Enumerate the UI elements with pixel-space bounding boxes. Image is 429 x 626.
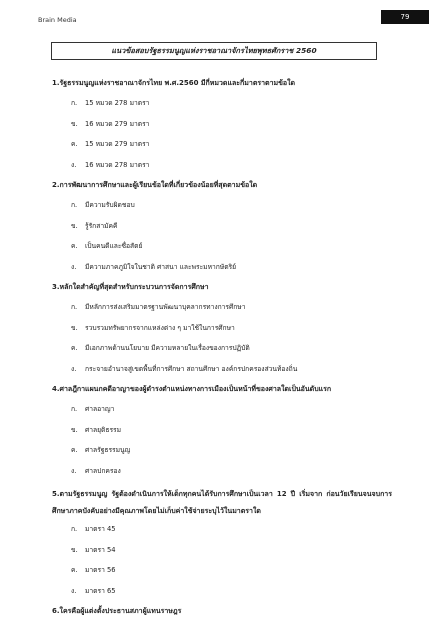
question-5 bbox=[52, 486, 392, 597]
question-list bbox=[52, 78, 392, 626]
option bbox=[52, 119, 392, 130]
option-text: ศาลอาญา bbox=[85, 405, 115, 413]
option-text: 16 หมวด 278 มาตรา bbox=[85, 160, 150, 169]
option bbox=[52, 364, 392, 375]
option bbox=[52, 545, 392, 556]
option-text: มาตรา 54 bbox=[85, 545, 116, 554]
question-4 bbox=[52, 384, 392, 477]
option bbox=[52, 524, 392, 535]
option-label: ง. bbox=[71, 262, 77, 271]
question-6 bbox=[52, 606, 392, 617]
option bbox=[52, 98, 392, 109]
option bbox=[52, 160, 392, 171]
question-text: 2.การพัฒนาการศึกษาและผู้เรียนข้อใดที่เกี่ยวข้องน้อยที่สุดตามข้อใด bbox=[52, 181, 258, 189]
option-label: ก. bbox=[71, 303, 78, 311]
option bbox=[52, 343, 392, 354]
option-label: ค. bbox=[71, 446, 78, 454]
option-label: ข. bbox=[71, 425, 78, 434]
option-text: มีความภาคภูมิใจในชาติ ศาสนา และพระมหากษัตริย์ bbox=[85, 262, 237, 271]
option bbox=[52, 466, 392, 477]
option bbox=[52, 241, 392, 252]
option-text: มาตรา 45 bbox=[85, 525, 116, 533]
option-label: ค. bbox=[71, 566, 78, 574]
option-label: ก. bbox=[71, 201, 78, 209]
option-text: กระจายอำนาจสู่เขตพื้นที่การศึกษา สถานศึกษา องค์กรปกครองส่วนท้องถิ่น bbox=[85, 364, 298, 373]
option-text: มาตรา 56 bbox=[85, 566, 116, 574]
page-title: แนวข้อสอบรัฐธรรมนูญแห่งราชอาณาจักรไทยพุทธศักราช 2560 bbox=[51, 42, 377, 60]
question-3 bbox=[52, 282, 392, 375]
option-text: ศาลยุติธรรม bbox=[85, 425, 122, 434]
option bbox=[52, 565, 392, 576]
option-text: 15 หมวด 278 มาตรา bbox=[85, 99, 150, 107]
publisher-name: Brain Media bbox=[38, 16, 77, 24]
option-text: 16 หมวด 279 มาตรา bbox=[85, 119, 150, 128]
option-label: ข. bbox=[71, 545, 78, 554]
option-text: มีความรับผิดชอบ bbox=[85, 201, 135, 209]
question-text: 5.ตามรัฐธรรมนูญ รัฐต้องดำเนินการให้เด็กทุกคนได้รับการศึกษาเป็นเวลา 12 ปี เริ่มจาก ก่อนวัยเรียนจนจบการศึกษาภาคบังคับอย่างมีคุณภาพโดยไม่เก็บค่าใช้จ่ายระบุไว้ในมาตราใด bbox=[52, 490, 392, 515]
option bbox=[52, 425, 392, 436]
option-label: ง. bbox=[71, 466, 77, 475]
option-label: ค. bbox=[71, 140, 78, 148]
option-text: 15 หมวด 279 มาตรา bbox=[85, 140, 150, 148]
option-label: ง. bbox=[71, 364, 77, 373]
option bbox=[52, 200, 392, 211]
question-2 bbox=[52, 180, 392, 273]
option-label: ก. bbox=[71, 525, 78, 533]
option-text: มีหลักการส่งเสริมมาตรฐานพัฒนาบุคลากรทางการศึกษา bbox=[85, 303, 246, 311]
question-text: 3.หลักใดสำคัญที่สุดสำหรับกระบวนการจัดการศึกษา bbox=[52, 283, 209, 291]
option-text: ศาลรัฐธรรมนูญ bbox=[85, 446, 131, 454]
option bbox=[52, 323, 392, 334]
option-text: มาตรา 65 bbox=[85, 586, 116, 595]
option bbox=[52, 586, 392, 597]
option-text: เป็นคนดีและซื่อสัตย์ bbox=[85, 242, 143, 250]
option-text: มีเอกภาพด้านนโยบาย มีความหลายในเรื่องของการปฏิบัติ bbox=[85, 344, 250, 352]
option bbox=[52, 139, 392, 150]
option-label: ง. bbox=[71, 586, 77, 595]
question-text: 6.ใครคือผู้แต่งตั้งประธานสภาผู้แทนราษฎร bbox=[52, 607, 182, 615]
option bbox=[52, 302, 392, 313]
page-number: 79 bbox=[381, 10, 429, 24]
option-label: ง. bbox=[71, 160, 77, 169]
option bbox=[52, 404, 392, 415]
option-text: รวบรวมทรัพยากรจากแหล่งต่าง ๆ มาใช้ในการศึกษา bbox=[85, 323, 235, 332]
option-label: ข. bbox=[71, 323, 78, 332]
option bbox=[52, 221, 392, 232]
option-text: ศาลปกครอง bbox=[85, 466, 121, 475]
option-label: ค. bbox=[71, 344, 78, 352]
option-label: ข. bbox=[71, 221, 78, 230]
option-label: ข. bbox=[71, 119, 78, 128]
question-1 bbox=[52, 78, 392, 171]
option bbox=[52, 262, 392, 273]
option bbox=[52, 445, 392, 456]
option-label: ค. bbox=[71, 242, 78, 250]
option-text: รู้รักสามัคคี bbox=[85, 221, 118, 230]
question-text: 4.ศาลฎีกาแผนกคดีอาญาของผู้ดำรงตำแหน่งทางการเมืองเป็นหน้าที่ของศาลใดเป็นอันดับแรก bbox=[52, 385, 332, 393]
option-label: ก. bbox=[71, 405, 78, 413]
question-text: 1.รัฐธรรมนูญแห่งราชอาณาจักรไทย พ.ศ.2560 มีกี่หมวดและกี่มาตราตามข้อใด bbox=[52, 79, 296, 87]
option-label: ก. bbox=[71, 99, 78, 107]
